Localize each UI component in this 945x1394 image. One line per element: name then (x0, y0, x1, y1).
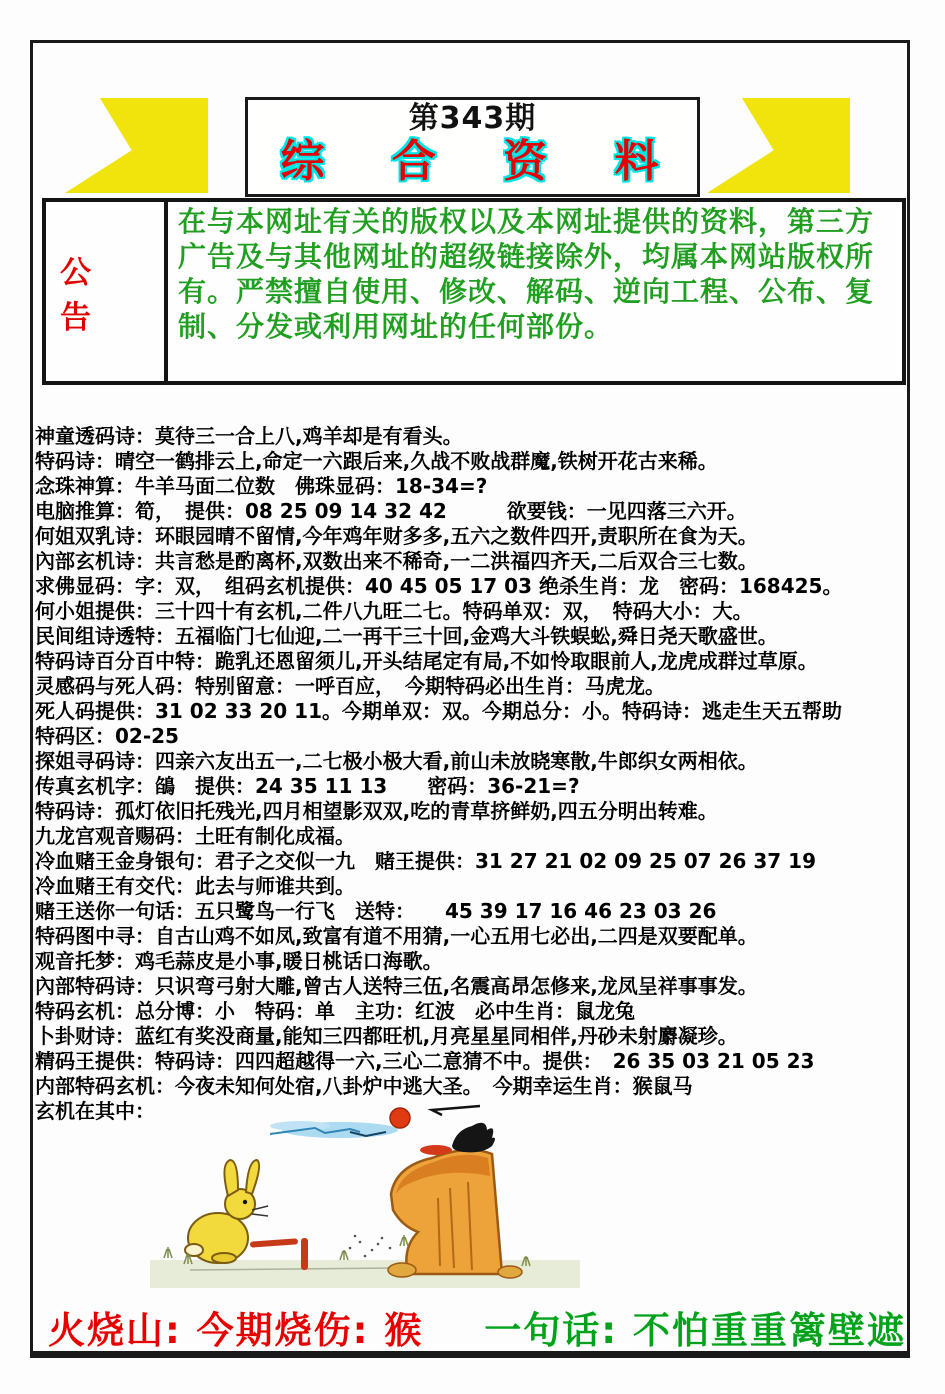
info-line: 传真玄机字：鵮 提供：24 35 11 13 密码：36-21=? (35, 774, 580, 798)
info-line: 内部特码玄机：今夜未知何处宿,八卦炉中逃大圣。 今期幸运生肖：猴鼠马 (35, 1074, 693, 1098)
rock-icon (388, 1145, 522, 1278)
page-title: 综 合 资 料 (280, 136, 685, 187)
info-line: 玄机在其中： (35, 1099, 155, 1123)
info-line: 特码图中寻：自古山鸡不如凤,致富有道不用猜,一心五用七必出,二四是双要配单。 (35, 924, 758, 948)
info-line: 念珠神算：牛羊马面二位数 佛珠显码：18-34=? (35, 474, 488, 498)
cloud-icon (270, 1121, 398, 1138)
rabbit-icon (185, 1160, 268, 1263)
cartoon-illustration (150, 1098, 580, 1303)
title-box (245, 97, 700, 197)
info-line: 卜卦财诗：蓝红有奖没商量,能知三四都旺机,月亮星星同相伴,丹砂未射麝凝珍。 (35, 1024, 738, 1048)
sun-icon (390, 1108, 410, 1128)
notice-text: 在与本网址有关的版权以及本网址提供的资料，第三方广告及与其他网址的超级链接除外，均属本网站版权所有。严禁擅自使用、修改、解码、逆向工程、公布、复制、分发或利用网址的任何部份。 (178, 205, 875, 343)
info-line: 冷血赌王有交代：此去与师谁共到。 (35, 874, 355, 898)
info-line: 內部玄机诗：共言愁是酌离杯,双数出来不稀奇,一二洪福四齐天,二后双合三七数。 (35, 549, 758, 573)
speckles (349, 1235, 392, 1258)
info-line: 灵感码与死人码：特别留意：一呼百应， 今期特码必出生肖：马虎龙。 (35, 674, 665, 698)
info-line: 赌王送你一句话：五只鹭鸟一行飞 送特： 45 39 17 16 46 23 03 26 (35, 899, 717, 923)
info-line: 何姐双乳诗：环眼园晴不留情,今年鸡年财多多,五六之数件四开,责职所在食为天。 (35, 524, 758, 548)
footer-highlight: 火烧山: 今期烧伤: 猴 (48, 1309, 424, 1352)
info-line: 求佛显码：字：双， 组码玄机提供：40 45 05 17 03 绝杀生肖：龙 密码：168425。 (35, 574, 843, 598)
footer-phrase: 一句话: 不怕重重篱壁遮 (484, 1309, 906, 1352)
info-line: 电脑推算：筍， 提供：08 25 09 14 32 42 欲要钱：一见四落三六开。 (35, 499, 747, 523)
info-line: 神童透码诗：莫待三一合上八,鸡羊却是有看头。 (35, 424, 463, 448)
info-line: 特码区：02-25 (35, 724, 179, 748)
info-lines (35, 424, 913, 1124)
info-line: 特码玄机：总分博：小 特码：单 主功：红波 必中生肖：鼠龙兔 (35, 999, 635, 1023)
info-line: 特码诗：晴空一鹤排云上,命定一六跟后来,久战不败战群魔,铁树开花古来稀。 (35, 449, 718, 473)
info-line: 观音托梦：鸡毛蒜皮是小事,暖日桃话口海歌。 (35, 949, 443, 973)
info-line: 精码王提供：特码诗：四四超越得一六,三心二意猜不中。提供： 26 35 03 21 05 23 (35, 1049, 815, 1073)
info-line: 何小姐提供：三十四十有玄机,二件八九旺二七。特码单双：双， 特码大小：大。 (35, 599, 753, 623)
info-line: 特码诗百分百中特：跪乳还恩留须儿,开头结尾定有局,不如怜取眼前人,龙虎成群过草原。 (35, 649, 818, 673)
info-line: 民间组诗透特：五福临门七仙迎,二一再干三十回,金鸡大斗铁蜈蚣,舜日尧天歌盛世。 (35, 624, 778, 648)
info-line: 內部特码诗：只识弯弓射大雕,曾古人送特三伍,名震高昂怎修来,龙凤呈祥事事发。 (35, 974, 758, 998)
wind-streak-icon (432, 1106, 480, 1115)
info-line: 冷血赌王金身银句：君子之交似一九 赌王提供：31 27 21 02 09 25 07 26 37 19 (35, 849, 816, 873)
notice-box (42, 198, 906, 385)
notice-label: 公 告 (46, 202, 168, 381)
info-line: 死人码提供：31 02 33 20 11。今期单双：双。今期总分：小。特码诗：逃走生天五帮助 (35, 699, 843, 723)
bird-icon (452, 1123, 495, 1153)
red-object-icon (420, 1145, 452, 1155)
footer-line (48, 1300, 908, 1354)
info-line: 探姐寻码诗：四亲六友出五一,二七极小极大看,前山未放晓寒散,牛郎织女两相依。 (35, 749, 758, 773)
info-line: 九龙宫观音赐码：土旺有制化成福。 (35, 824, 355, 848)
info-line: 特码诗：孤灯依旧托残光,四月相望影双双,吃的青草挤鲜奶,四五分明出转难。 (35, 799, 718, 823)
issue-number: 第343期 (408, 101, 537, 136)
